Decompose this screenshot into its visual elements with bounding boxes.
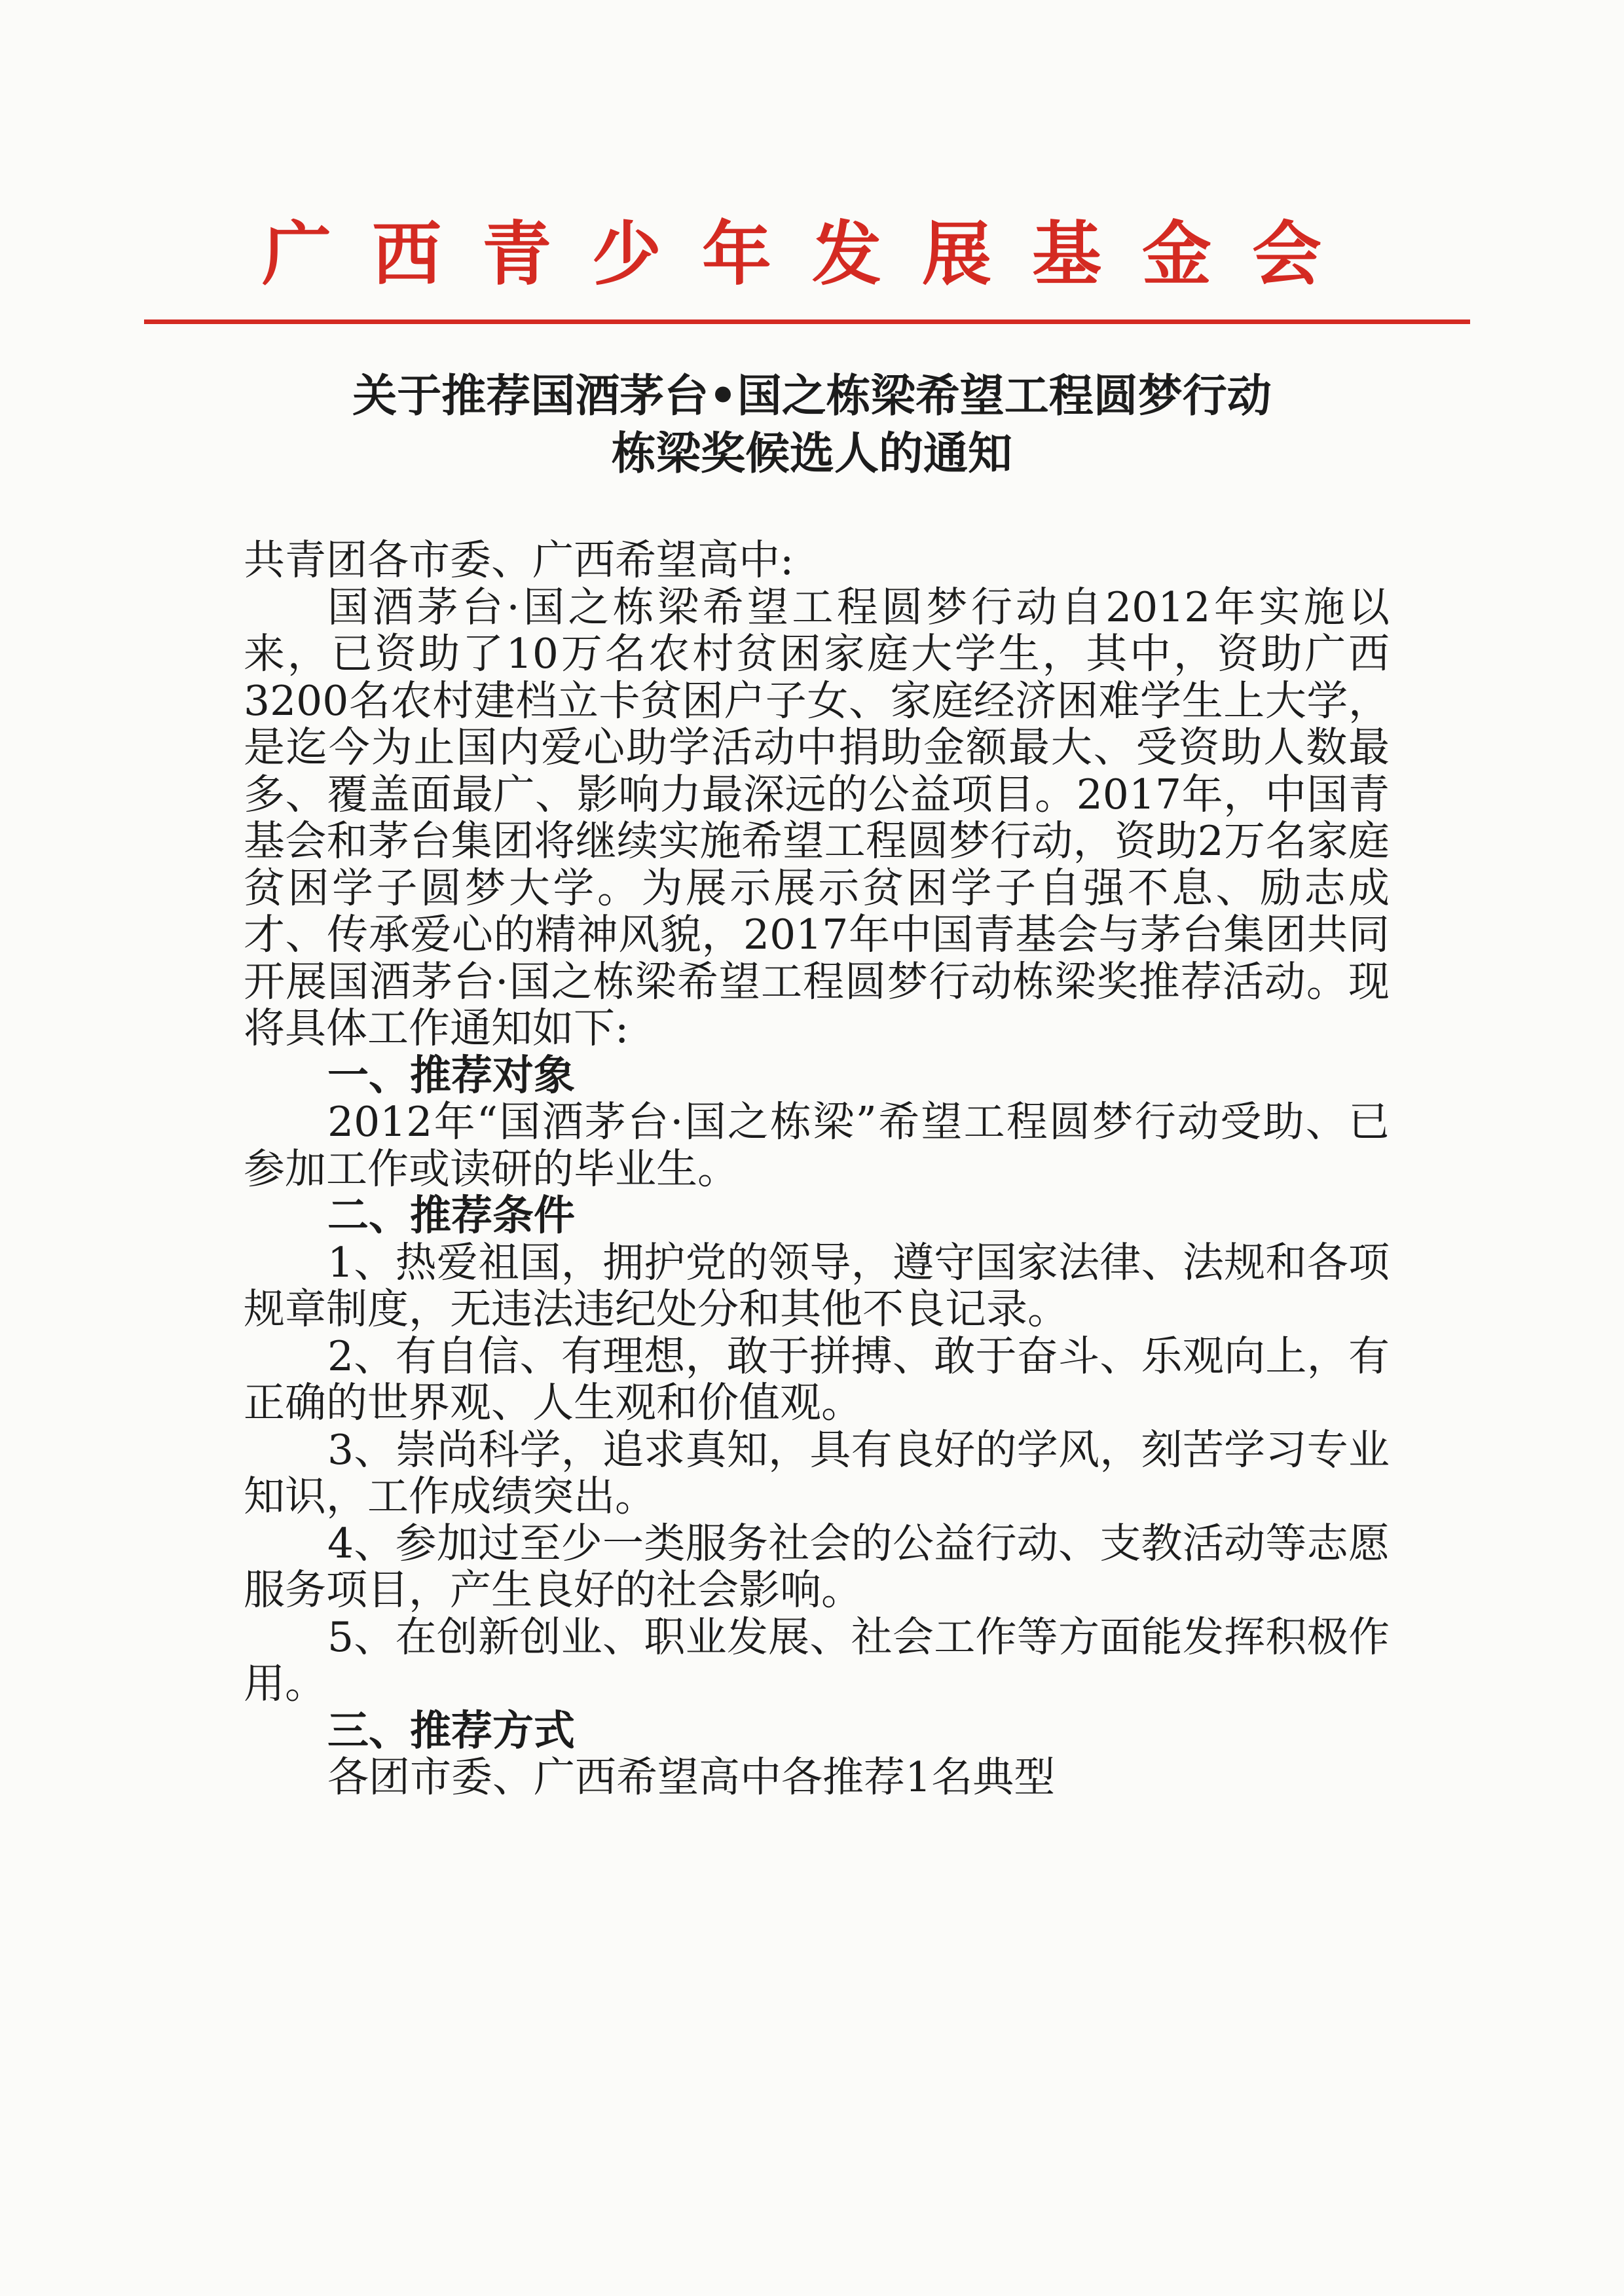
document-title-line1: 关于推荐国酒茅台•国之栋梁希望工程圆梦行动 (352, 370, 1272, 422)
section1-heading: 一、推荐对象 (327, 1050, 575, 1099)
salutation: 共青团各市委、广西希望高中: (244, 536, 794, 584)
letterhead-org-name: 广西青少年发展基金会 (262, 213, 1362, 295)
condition-item: 5、在创新创业、职业发展、社会工作等方面能发挥积极作用。 (244, 1613, 1390, 1707)
intro-paragraph: 国酒茅台·国之栋梁希望工程圆梦行动自2012年实施以来，已资助了10万名农村贫困家庭大学生，其中，资助广西3200名农村建档立卡贫困户子女、家庭经济困难学生上大学，是迄今为止国内爱心助学活动中捐助金额最大、受资助人数最多、覆盖面最广、影响力最深远的公益项目。2017年，中国青基会和茅台集团将继续实施希望工程圆梦行动，资助2万名家庭贫困学子圆梦大学。为展示展示贫困学子自强不息、励志成才、传承爱心的精神风貌，2017年中国青基会与茅台集团共同开展国酒茅台·国之栋梁希望工程圆梦行动栋梁奖推荐活动。现将具体工作通知如下: (244, 583, 1390, 1052)
document-body (244, 537, 1390, 1801)
section1-text: 2012年“国酒茅台·国之栋梁”希望工程圆梦行动受助、已参加工作或读研的毕业生。 (244, 1098, 1390, 1193)
section2-heading: 二、推荐条件 (327, 1191, 575, 1239)
document-title-line2: 栋梁奖候选人的通知 (611, 428, 1012, 480)
section3-text: 各团市委、广西希望高中各推荐1名典型 (327, 1753, 1056, 1801)
condition-item: 3、崇尚科学，追求真知，具有良好的学风，刻苦学习专业知识，工作成绩突出。 (244, 1425, 1390, 1520)
condition-item: 2、有自信、有理想，敢于拼搏、敢于奋斗、乐观向上，有正确的世界观、人生观和价值观。 (244, 1332, 1390, 1427)
condition-item: 1、热爱祖国，拥护党的领导，遵守国家法律、法规和各项规章制度，无违法违纪处分和其他不良记录。 (244, 1238, 1390, 1333)
letterhead-red-rule (144, 319, 1470, 324)
section3-heading: 三、推荐方式 (327, 1705, 575, 1755)
condition-item: 4、参加过至少一类服务社会的公益行动、支教活动等志愿服务项目，产生良好的社会影响。 (244, 1519, 1390, 1614)
